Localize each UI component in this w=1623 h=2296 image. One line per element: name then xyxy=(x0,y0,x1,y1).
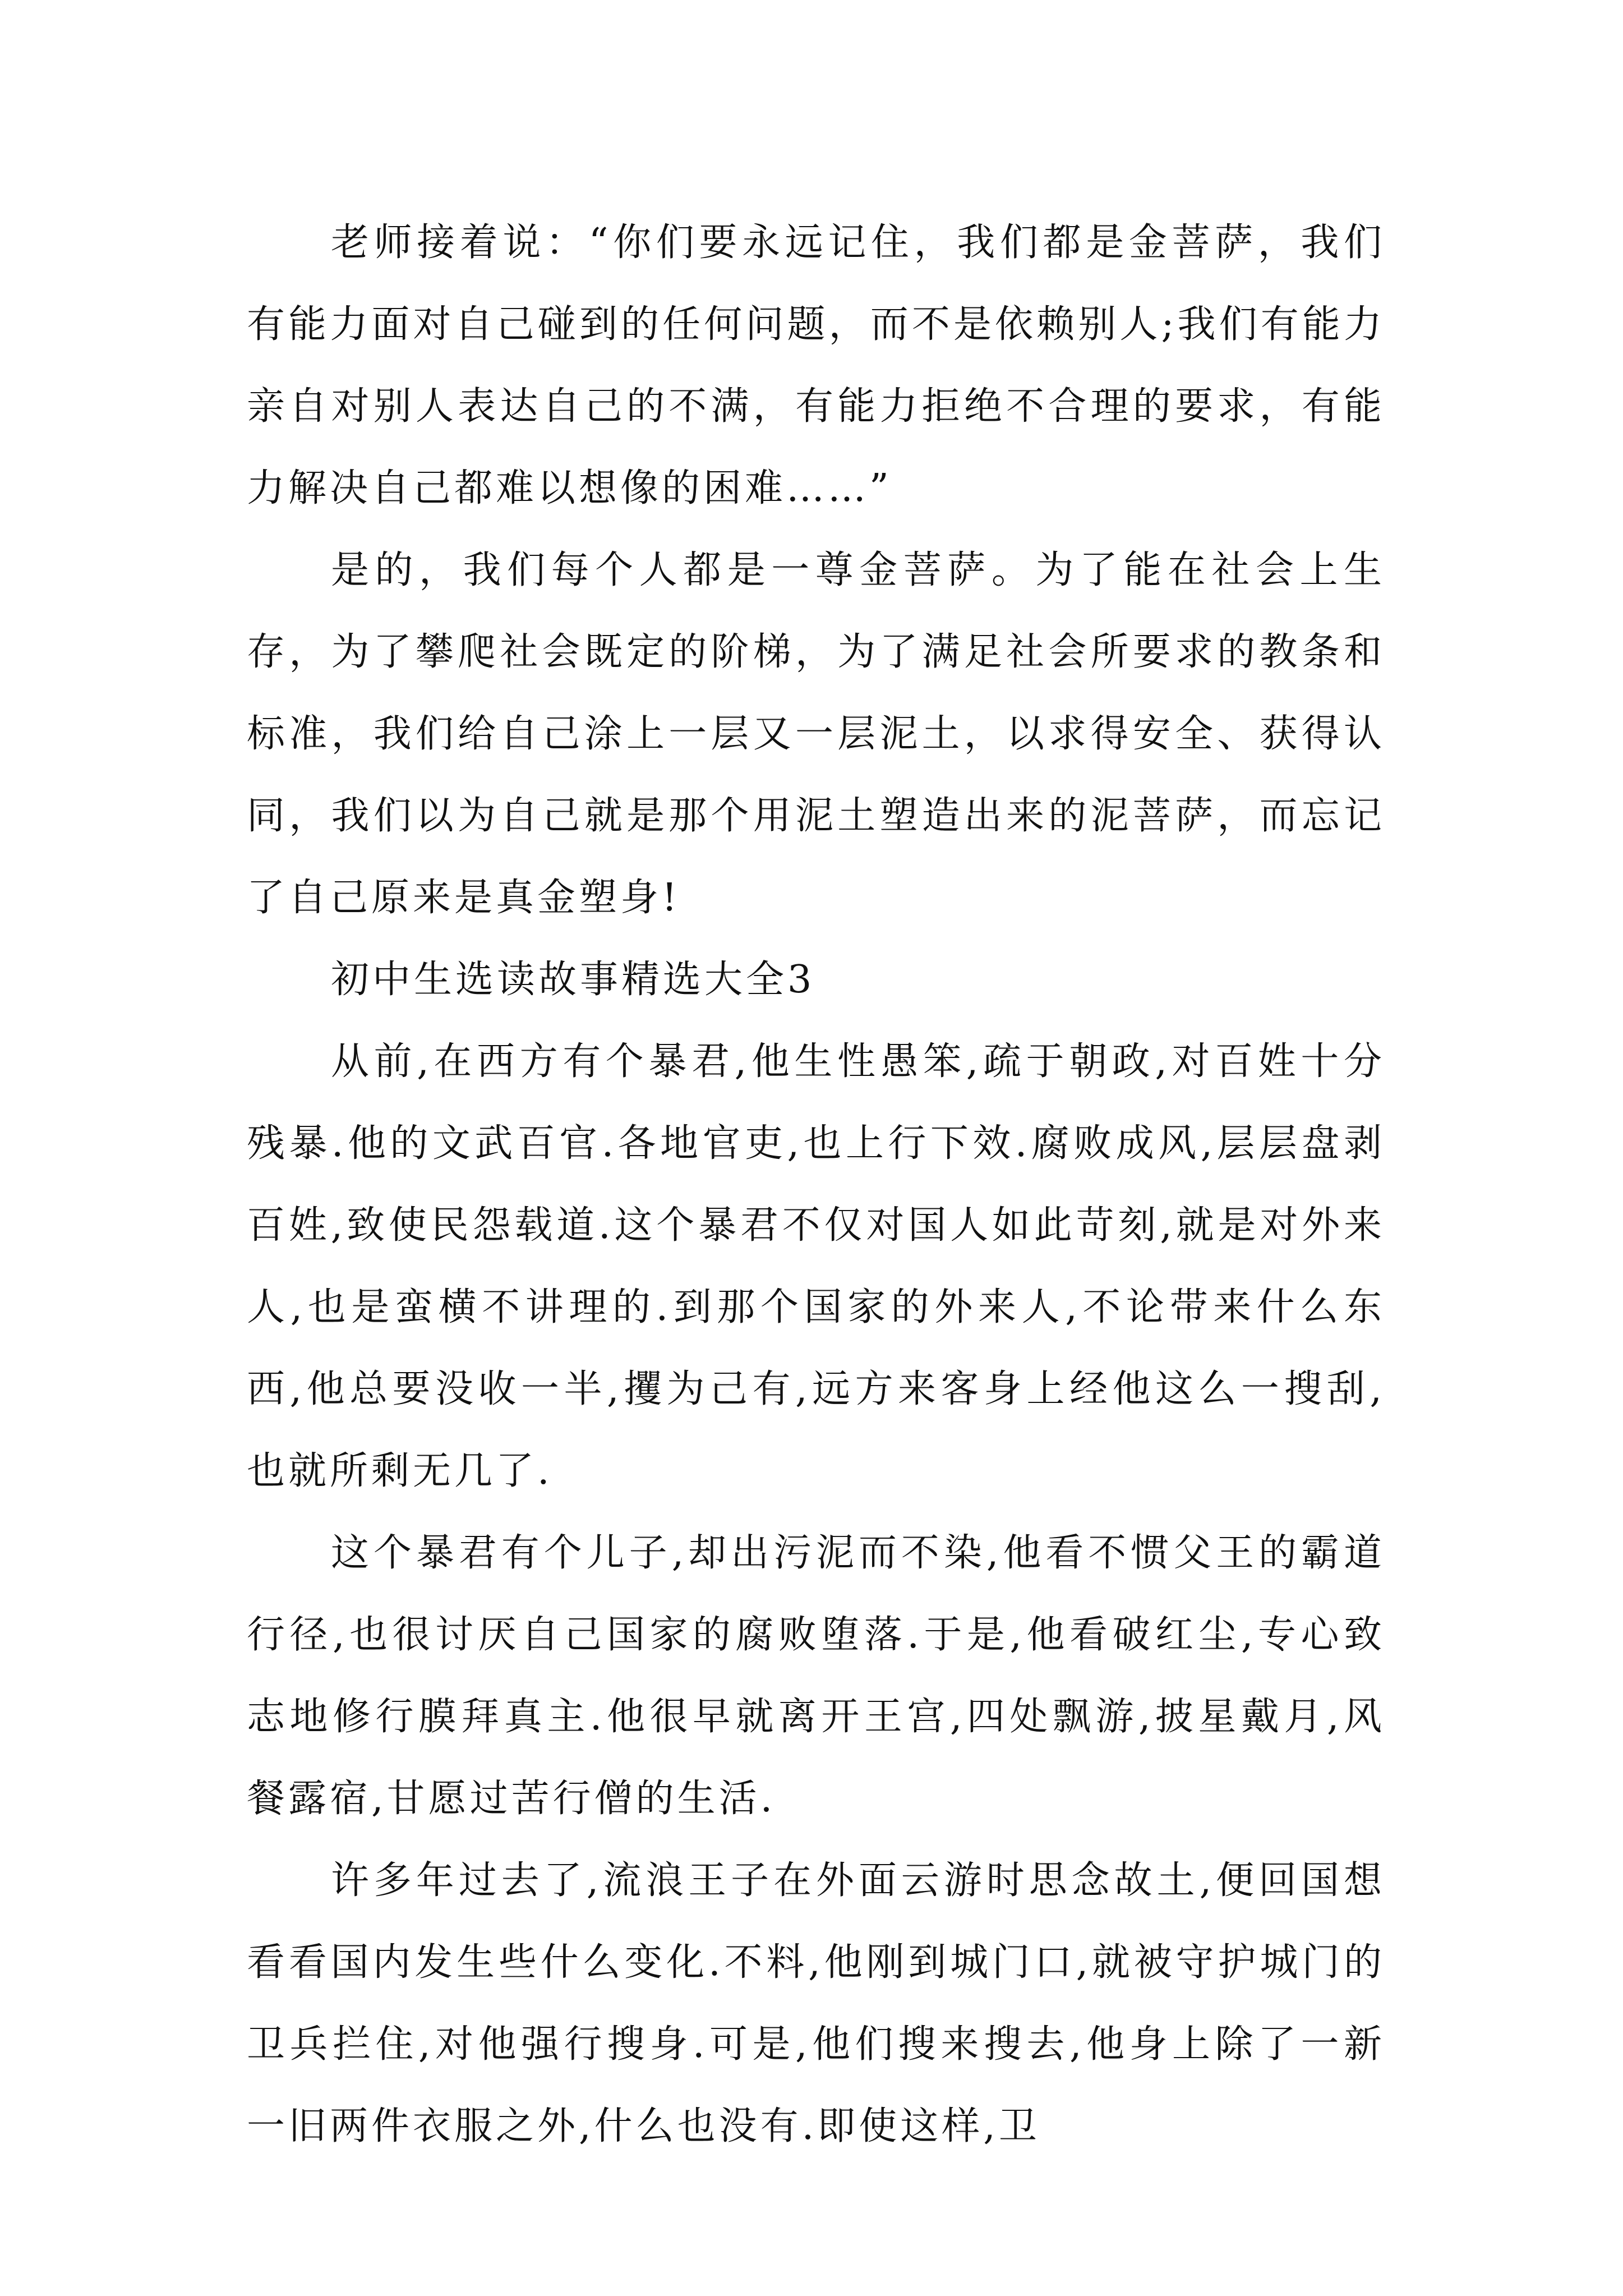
paragraph-teacher-speech: 老师接着说：“你们要永远记住，我们都是金菩萨，我们有能力面对自己碰到的任何问题，而不是依赖别人;我们有能力亲自对别人表达自己的不满，有能力拒绝不合理的要求，有能力解决自己都难以想像的困难……” xyxy=(247,220,1385,510)
paragraph-prince: 这个暴君有个儿子,却出污泥而不染,他看不惯父王的霸道行径,也很讨厌自己国家的腐败堕落.于是,他看破红尘,专心致志地修行膜拜真主.他很早就离开王宫,四处飘游,披星戴月,风餐露宿,甘愿过苦行僧的生活. xyxy=(247,1531,1385,1821)
paragraph-golden-bodhisattva: 是的，我们每个人都是一尊金菩萨。为了能在社会上生存，为了攀爬社会既定的阶梯，为了满足社会所要求的教条和标准，我们给自己涂上一层又一层泥土，以求得安全、获得认同，我们以为自己就是那个用泥土塑造出来的泥菩萨，而忘记了自己原来是真金塑身! xyxy=(247,548,1385,920)
section-heading: 初中生选读故事精选大全3 xyxy=(331,958,815,1002)
document-body xyxy=(247,202,1385,2168)
paragraph-tyrant: 从前,在西方有个暴君,他生性愚笨,疏于朝政,对百姓十分残暴.他的文武百官.各地官吏,也上行下效.腐败成风,层层盘剥百姓,致使民怨载道.这个暴君不仅对国人如此苛刻,就是对外来人,也是蛮横不讲理的.到那个国家的外来人,不论带来什么东西,他总要没收一半,攫为己有,远方来客身上经他这么一搜刮,也就所剩无几了. xyxy=(247,1039,1385,1493)
paragraph-return: 许多年过去了,流浪王子在外面云游时思念故土,便回国想看看国内发生些什么变化.不料,他刚到城门口,就被守护城门的卫兵拦住,对他强行搜身.可是,他们搜来搜去,他身上除了一新一旧两件衣服之外,什么也没有.即使这样,卫 xyxy=(247,1858,1385,2148)
